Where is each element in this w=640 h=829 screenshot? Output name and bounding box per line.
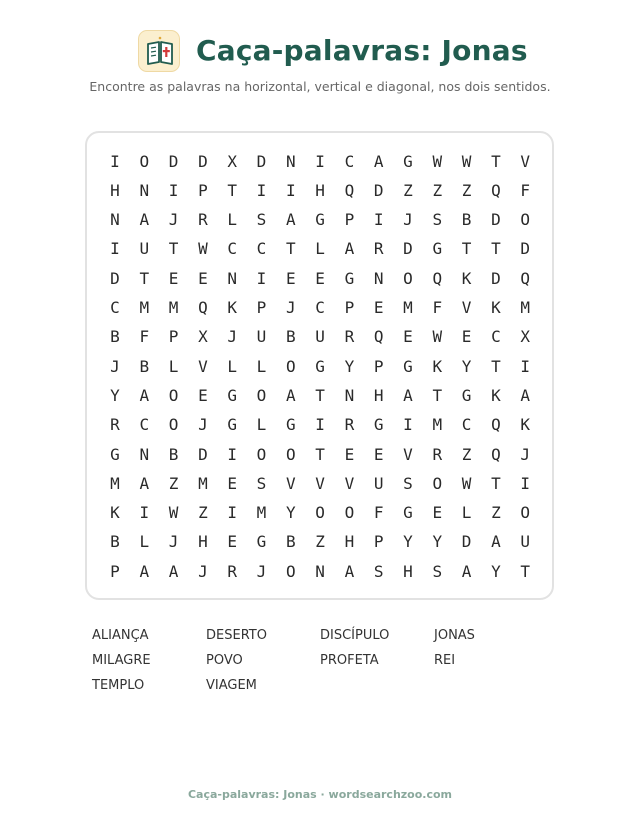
grid-cell[interactable]: E	[168, 268, 179, 288]
grid-cell[interactable]: C	[491, 327, 501, 347]
letter-grid-frame	[85, 131, 554, 600]
grid-cell[interactable]: P	[198, 180, 208, 200]
grid-cell[interactable]: D	[256, 151, 267, 171]
grid-cell[interactable]: C	[256, 239, 267, 259]
word-list-item: DESERTO	[206, 628, 267, 643]
grid-cell[interactable]: Q	[491, 415, 501, 435]
grid-cell[interactable]: G	[373, 415, 384, 435]
grid-cell[interactable]: Y	[110, 385, 120, 405]
grid-cell[interactable]: S	[432, 561, 443, 581]
grid-cell[interactable]: I	[227, 444, 237, 464]
grid-cell[interactable]: D	[491, 268, 501, 288]
grid-cell[interactable]: D	[461, 532, 472, 552]
grid-cell[interactable]: E	[198, 268, 208, 288]
grid-cell[interactable]: K	[491, 385, 501, 405]
grid-cell[interactable]: M	[139, 298, 150, 317]
grid-cell[interactable]: D	[491, 210, 501, 230]
grid-cell[interactable]: B	[168, 444, 179, 464]
grid-cell[interactable]: O	[285, 356, 296, 376]
grid-cell[interactable]: E	[227, 532, 237, 552]
grid-cell[interactable]: R	[198, 210, 208, 230]
grid-cell[interactable]: O	[520, 210, 530, 230]
grid-cell[interactable]: U	[139, 239, 150, 259]
grid-cell[interactable]: N	[285, 151, 296, 171]
grid-cell[interactable]: Z	[461, 180, 472, 200]
grid-cell[interactable]: B	[139, 356, 150, 376]
grid-cell[interactable]: O	[403, 268, 413, 288]
grid-cell[interactable]: W	[432, 327, 443, 347]
grid-cell[interactable]: R	[344, 415, 355, 435]
grid-cell[interactable]: V	[520, 151, 530, 171]
grid-cell[interactable]: M	[110, 473, 120, 493]
grid-cell[interactable]: M	[520, 298, 530, 317]
grid-cell[interactable]: T	[461, 239, 472, 259]
grid-cell[interactable]: U	[373, 473, 384, 493]
grid-cell[interactable]: I	[256, 180, 267, 200]
grid-cell[interactable]: T	[227, 180, 237, 200]
grid-cell[interactable]: S	[432, 210, 443, 230]
grid-cell[interactable]: Y	[491, 561, 501, 581]
grid-cell[interactable]: T	[491, 356, 501, 376]
grid-cell[interactable]: K	[110, 503, 120, 523]
grid-cell[interactable]: H	[315, 180, 325, 200]
word-list-item: VIAGEM	[206, 678, 257, 693]
grid-cell[interactable]: C	[227, 239, 237, 259]
grid-cell[interactable]: I	[373, 210, 384, 230]
grid-cell[interactable]: N	[139, 444, 150, 464]
grid-cell[interactable]: N	[139, 180, 150, 200]
word-list-item: TEMPLO	[92, 678, 145, 693]
grid-cell[interactable]: L	[256, 415, 267, 435]
grid-cell[interactable]: E	[461, 327, 472, 347]
grid-cell[interactable]: I	[110, 151, 120, 171]
grid-cell[interactable]: A	[168, 561, 179, 581]
grid-cell[interactable]: H	[344, 532, 355, 552]
grid-cell[interactable]: J	[285, 298, 296, 317]
grid-cell[interactable]: Y	[432, 532, 443, 552]
grid-cell[interactable]: A	[373, 151, 384, 171]
word-list-item: JONAS	[434, 628, 475, 643]
grid-cell[interactable]: R	[110, 415, 120, 435]
grid-cell[interactable]: L	[256, 356, 267, 376]
grid-cell[interactable]: U	[520, 532, 530, 552]
grid-cell[interactable]: V	[315, 473, 325, 493]
grid-cell[interactable]: G	[227, 385, 237, 405]
grid-cell[interactable]: J	[403, 210, 413, 230]
grid-cell[interactable]: C	[139, 415, 150, 435]
grid-cell[interactable]: P	[168, 327, 179, 347]
grid-cell[interactable]: A	[139, 561, 150, 581]
grid-cell[interactable]: J	[227, 327, 237, 347]
grid-cell[interactable]: W	[461, 151, 472, 171]
grid-cell[interactable]: U	[256, 327, 267, 347]
grid-cell[interactable]: J	[198, 561, 208, 581]
grid-cell[interactable]: Z	[461, 444, 472, 464]
grid-cell[interactable]: G	[461, 385, 472, 405]
grid-cell[interactable]: Z	[491, 503, 501, 523]
grid-cell[interactable]: A	[285, 385, 296, 405]
grid-cell[interactable]: S	[256, 473, 267, 493]
grid-cell[interactable]: K	[491, 298, 501, 317]
grid-cell[interactable]: F	[520, 180, 530, 200]
word-list-item: DISCÍPULO	[320, 628, 390, 643]
grid-cell[interactable]: T	[168, 239, 179, 259]
grid-cell[interactable]: U	[315, 327, 325, 347]
grid-cell[interactable]: O	[432, 473, 443, 493]
grid-cell[interactable]: E	[373, 444, 384, 464]
grid-cell[interactable]: A	[139, 473, 150, 493]
grid-cell[interactable]: O	[168, 385, 179, 405]
grid-cell[interactable]: A	[139, 385, 150, 405]
grid-cell[interactable]: I	[520, 356, 530, 376]
grid-cell[interactable]: S	[373, 561, 384, 581]
grid-cell[interactable]: A	[461, 561, 472, 581]
grid-cell[interactable]: Q	[344, 180, 355, 200]
grid-cell[interactable]: F	[373, 503, 384, 523]
grid-cell[interactable]: M	[403, 298, 413, 317]
grid-cell[interactable]: H	[403, 561, 413, 581]
grid-cell[interactable]: P	[256, 298, 267, 317]
grid-cell[interactable]: L	[227, 210, 237, 230]
grid-cell[interactable]: A	[344, 561, 355, 581]
grid-cell[interactable]: Z	[432, 180, 443, 200]
grid-cell[interactable]: T	[315, 385, 325, 405]
grid-cell[interactable]: P	[110, 561, 120, 581]
grid-cell[interactable]: Y	[285, 503, 296, 523]
grid-cell[interactable]: E	[285, 268, 296, 288]
grid-cell[interactable]: K	[461, 268, 472, 288]
grid-cell[interactable]: B	[285, 327, 296, 347]
grid-cell[interactable]: B	[285, 532, 296, 552]
grid-cell[interactable]: A	[344, 239, 355, 259]
grid-cell[interactable]: V	[198, 356, 208, 376]
grid-cell[interactable]: K	[432, 356, 443, 376]
grid-cell[interactable]: M	[256, 503, 267, 523]
grid-cell[interactable]: I	[227, 503, 237, 523]
grid-cell[interactable]: T	[432, 385, 443, 405]
grid-cell[interactable]: A	[491, 532, 501, 552]
grid-cell[interactable]: M	[168, 298, 179, 317]
grid-cell[interactable]: O	[168, 415, 179, 435]
grid-cell[interactable]: E	[403, 327, 413, 347]
grid-cell[interactable]: Y	[344, 356, 355, 376]
grid-cell[interactable]: G	[403, 356, 413, 376]
grid-cell[interactable]: G	[227, 415, 237, 435]
grid-cell[interactable]: G	[344, 268, 355, 288]
grid-cell[interactable]: E	[198, 385, 208, 405]
grid-cell[interactable]: M	[432, 415, 443, 435]
grid-cell[interactable]: T	[491, 151, 501, 171]
grid-cell[interactable]: Y	[461, 356, 472, 376]
grid-cell[interactable]: E	[432, 503, 443, 523]
grid-cell[interactable]: E	[344, 444, 355, 464]
grid-cell[interactable]: T	[315, 444, 325, 464]
grid-cell[interactable]: Q	[491, 444, 501, 464]
grid-cell[interactable]: D	[168, 151, 179, 171]
grid-cell[interactable]: L	[139, 532, 150, 552]
grid-cell[interactable]: H	[373, 385, 384, 405]
grid-cell[interactable]: D	[110, 268, 120, 288]
grid-cell[interactable]: H	[110, 180, 120, 200]
grid-cell[interactable]: K	[520, 415, 530, 435]
grid-cell[interactable]: B	[110, 327, 120, 347]
grid-cell[interactable]: P	[344, 298, 355, 317]
grid-cell[interactable]: A	[285, 210, 296, 230]
grid-cell[interactable]: S	[256, 210, 267, 230]
grid-cell[interactable]: H	[198, 532, 208, 552]
grid-cell[interactable]: T	[520, 561, 530, 581]
grid-cell[interactable]: A	[520, 385, 530, 405]
grid-cell[interactable]: Z	[403, 180, 413, 200]
grid-cell[interactable]: N	[227, 268, 237, 288]
grid-cell[interactable]: G	[403, 151, 413, 171]
grid-cell[interactable]: J	[198, 415, 208, 435]
grid-cell[interactable]: Q	[520, 268, 530, 288]
grid-cell[interactable]: S	[403, 473, 413, 493]
grid-cell[interactable]: W	[461, 473, 472, 493]
grid-cell[interactable]: V	[285, 473, 296, 493]
page-title: Caça-palavras: Jonas	[196, 34, 528, 67]
grid-cell[interactable]: G	[256, 532, 267, 552]
grid-cell[interactable]: D	[520, 239, 530, 259]
grid-cell[interactable]: G	[110, 444, 120, 464]
grid-cell[interactable]: Q	[373, 327, 384, 347]
grid-cell[interactable]: I	[256, 268, 267, 288]
grid-cell[interactable]: G	[315, 356, 325, 376]
grid-cell[interactable]: Q	[432, 268, 443, 288]
grid-cell[interactable]: V	[461, 298, 472, 317]
grid-cell[interactable]: I	[110, 239, 120, 259]
grid-cell[interactable]: N	[315, 561, 325, 581]
bible-book-icon	[138, 30, 180, 72]
grid-cell[interactable]: R	[344, 327, 355, 347]
grid-cell[interactable]: E	[227, 473, 237, 493]
grid-cell[interactable]: D	[373, 180, 384, 200]
grid-cell[interactable]: G	[315, 210, 325, 230]
grid-cell[interactable]: A	[139, 210, 150, 230]
grid-cell[interactable]: D	[198, 444, 208, 464]
grid-cell[interactable]: O	[344, 503, 355, 523]
word-list-item: POVO	[206, 653, 243, 668]
grid-cell[interactable]: Z	[168, 473, 179, 493]
grid-cell[interactable]: C	[110, 298, 120, 317]
grid-cell[interactable]: I	[139, 503, 150, 523]
grid-cell[interactable]: M	[198, 473, 208, 493]
grid-cell[interactable]: I	[285, 180, 296, 200]
grid-cell[interactable]: C	[315, 298, 325, 317]
grid-cell[interactable]: J	[256, 561, 267, 581]
grid-cell[interactable]: R	[432, 444, 443, 464]
grid-cell[interactable]: N	[344, 385, 355, 405]
grid-cell[interactable]: G	[403, 503, 413, 523]
grid-cell[interactable]: O	[256, 385, 267, 405]
word-list-item: MILAGRE	[92, 653, 151, 668]
grid-cell[interactable]: F	[139, 327, 150, 347]
grid-cell[interactable]: W	[168, 503, 179, 523]
grid-cell[interactable]: I	[315, 415, 325, 435]
grid-cell[interactable]: J	[168, 532, 179, 552]
grid-cell[interactable]: F	[432, 298, 443, 317]
grid-cell[interactable]: D	[198, 151, 208, 171]
grid-cell[interactable]: O	[285, 444, 296, 464]
grid-cell[interactable]: J	[168, 210, 179, 230]
grid-cell[interactable]: X	[520, 327, 530, 347]
grid-cell[interactable]: C	[461, 415, 472, 435]
grid-cell[interactable]: C	[344, 151, 355, 171]
grid-cell[interactable]: V	[344, 473, 355, 493]
grid-cell[interactable]: P	[373, 356, 384, 376]
grid-cell[interactable]: B	[461, 210, 472, 230]
grid-cell[interactable]: I	[520, 473, 530, 493]
page-header	[0, 28, 640, 76]
grid-cell[interactable]: L	[315, 239, 325, 259]
grid-cell[interactable]: E	[373, 298, 384, 317]
word-list-item: PROFETA	[320, 653, 379, 668]
grid-cell[interactable]: K	[227, 298, 237, 317]
word-list-item: REI	[434, 653, 456, 668]
grid-cell[interactable]: E	[315, 268, 325, 288]
grid-cell[interactable]: P	[373, 532, 384, 552]
grid-cell[interactable]: J	[520, 444, 530, 464]
grid-cell[interactable]: Y	[403, 532, 413, 552]
grid-cell[interactable]: T	[285, 239, 296, 259]
grid-cell[interactable]: W	[198, 239, 208, 259]
grid-cell[interactable]: Q	[491, 180, 501, 200]
grid-cell[interactable]: X	[198, 327, 208, 347]
page-subtitle: Encontre as palavras na horizontal, vertical e diagonal, nos dois sentidos.	[89, 79, 551, 94]
grid-cell[interactable]: Q	[198, 298, 208, 317]
grid-cell[interactable]: I	[403, 415, 413, 435]
grid-cell[interactable]: T	[139, 268, 150, 288]
grid-cell[interactable]: B	[110, 532, 120, 552]
grid-cell[interactable]: L	[461, 503, 472, 523]
grid-cell[interactable]: N	[373, 268, 384, 288]
grid-cell[interactable]: O	[139, 151, 150, 171]
grid-cell[interactable]: R	[373, 239, 384, 259]
grid-cell[interactable]: L	[227, 356, 237, 376]
grid-cell[interactable]: L	[168, 356, 179, 376]
grid-cell[interactable]: G	[432, 239, 443, 259]
grid-cell[interactable]: R	[227, 561, 237, 581]
grid-cell[interactable]: A	[403, 385, 413, 405]
page-footer: Caça-palavras: Jonas · wordsearchzoo.com	[187, 788, 453, 801]
grid-cell[interactable]: T	[491, 473, 501, 493]
grid-cell[interactable]: O	[256, 444, 267, 464]
grid-cell[interactable]: V	[403, 444, 413, 464]
grid-cell[interactable]: I	[315, 151, 325, 171]
grid-cell[interactable]: O	[520, 503, 530, 523]
grid-cell[interactable]: T	[491, 239, 501, 259]
word-list-item: ALIANÇA	[92, 628, 149, 643]
grid-cell[interactable]: Z	[315, 532, 325, 552]
grid-cell[interactable]: N	[110, 210, 120, 230]
grid-cell[interactable]: I	[168, 180, 179, 200]
grid-cell[interactable]: D	[403, 239, 413, 259]
grid-cell[interactable]: G	[285, 415, 296, 435]
grid-cell[interactable]: O	[315, 503, 325, 523]
grid-cell[interactable]: W	[432, 151, 443, 171]
grid-cell[interactable]: X	[227, 151, 237, 171]
grid-cell[interactable]: O	[285, 561, 296, 581]
grid-cell[interactable]: P	[344, 210, 355, 230]
grid-cell[interactable]: J	[110, 356, 120, 376]
grid-cell[interactable]: Z	[198, 503, 208, 523]
